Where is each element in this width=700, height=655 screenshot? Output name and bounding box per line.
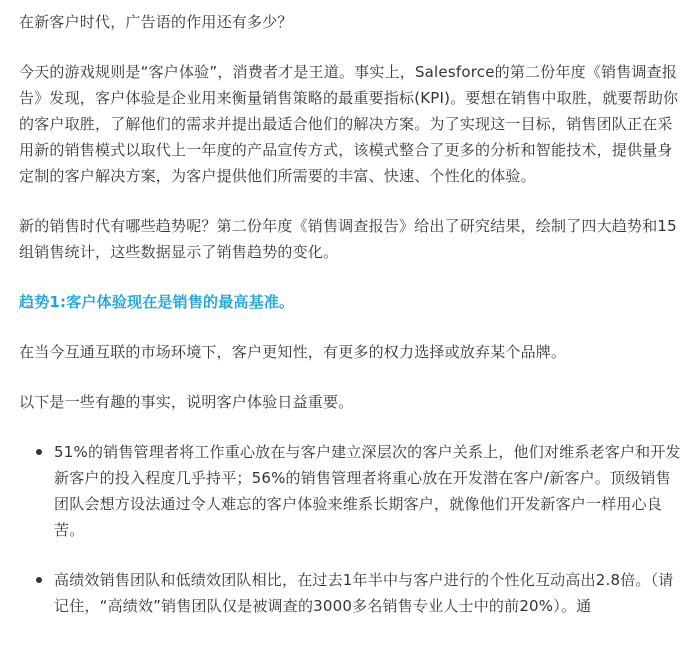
paragraph-market-environment: 在当今互通互联的市场环境下，客户更知性，有更多的权力选择或放弃某个品牌。 — [19, 343, 567, 361]
paragraph-customer-experience: 今天的游戏规则是“客户体验”，消费者才是王道。事实上，Salesforce的第二份年度《销售调查报告》发现，客户体验是企业用来衡量销售策略的最重要指标(KPI)。要想在销售中取胜，就要帮助你的客户取胜，了解他们的需求并提出最适合他们的解决方案。为了实现这一目标，销售团队正在采用新的销售模式以取代上一年度的产品宣传方式，该模式整合了更多的分析和智能技术，提供量身定制的客户解决方案，为客户提供他们所需要的丰富、快速、个性化的体验。 — [19, 63, 679, 185]
bullet-dot-icon — [36, 577, 42, 583]
list-item-text: 51%的销售管理者将工作重心放在与客户建立深层次的客户关系上，他们对维系老客户和开发新客户的投入程度几乎持平；56%的销售管理者将重心放在开发潜在客户/新客户。顶级销售团队会想方设法通过令人难忘的客户体验来维系长期客户，就像他们开发新客户一样用心良苦。 — [54, 443, 681, 539]
bullet-dot-icon — [36, 449, 42, 455]
intro-question: 在新客户时代，广告语的作用还有多少？ — [19, 13, 293, 31]
list-item — [19, 439, 681, 543]
list-item-text: 高绩效销售团队和低绩效团队相比，在过去1年半中与客户进行的个性化互动高出2.8倍。（请记住，“高绩效”销售团队仅是被调查的3000多名销售专业人士中的前20%）。通 — [54, 571, 674, 615]
list-item — [19, 567, 681, 619]
article-body — [19, 0, 681, 619]
trend-1-heading: 趋势1:客户体验现在是销售的最高基准。 — [19, 293, 295, 311]
paragraph-interesting-facts: 以下是一些有趣的事实，说明客户体验日益重要。 — [19, 393, 354, 411]
paragraph-sales-trends: 新的销售时代有哪些趋势呢？第二份年度《销售调查报告》给出了研究结果，绘制了四大趋势和15组销售统计，这些数据显示了销售趋势的变化。 — [19, 217, 677, 261]
facts-list — [19, 439, 681, 619]
